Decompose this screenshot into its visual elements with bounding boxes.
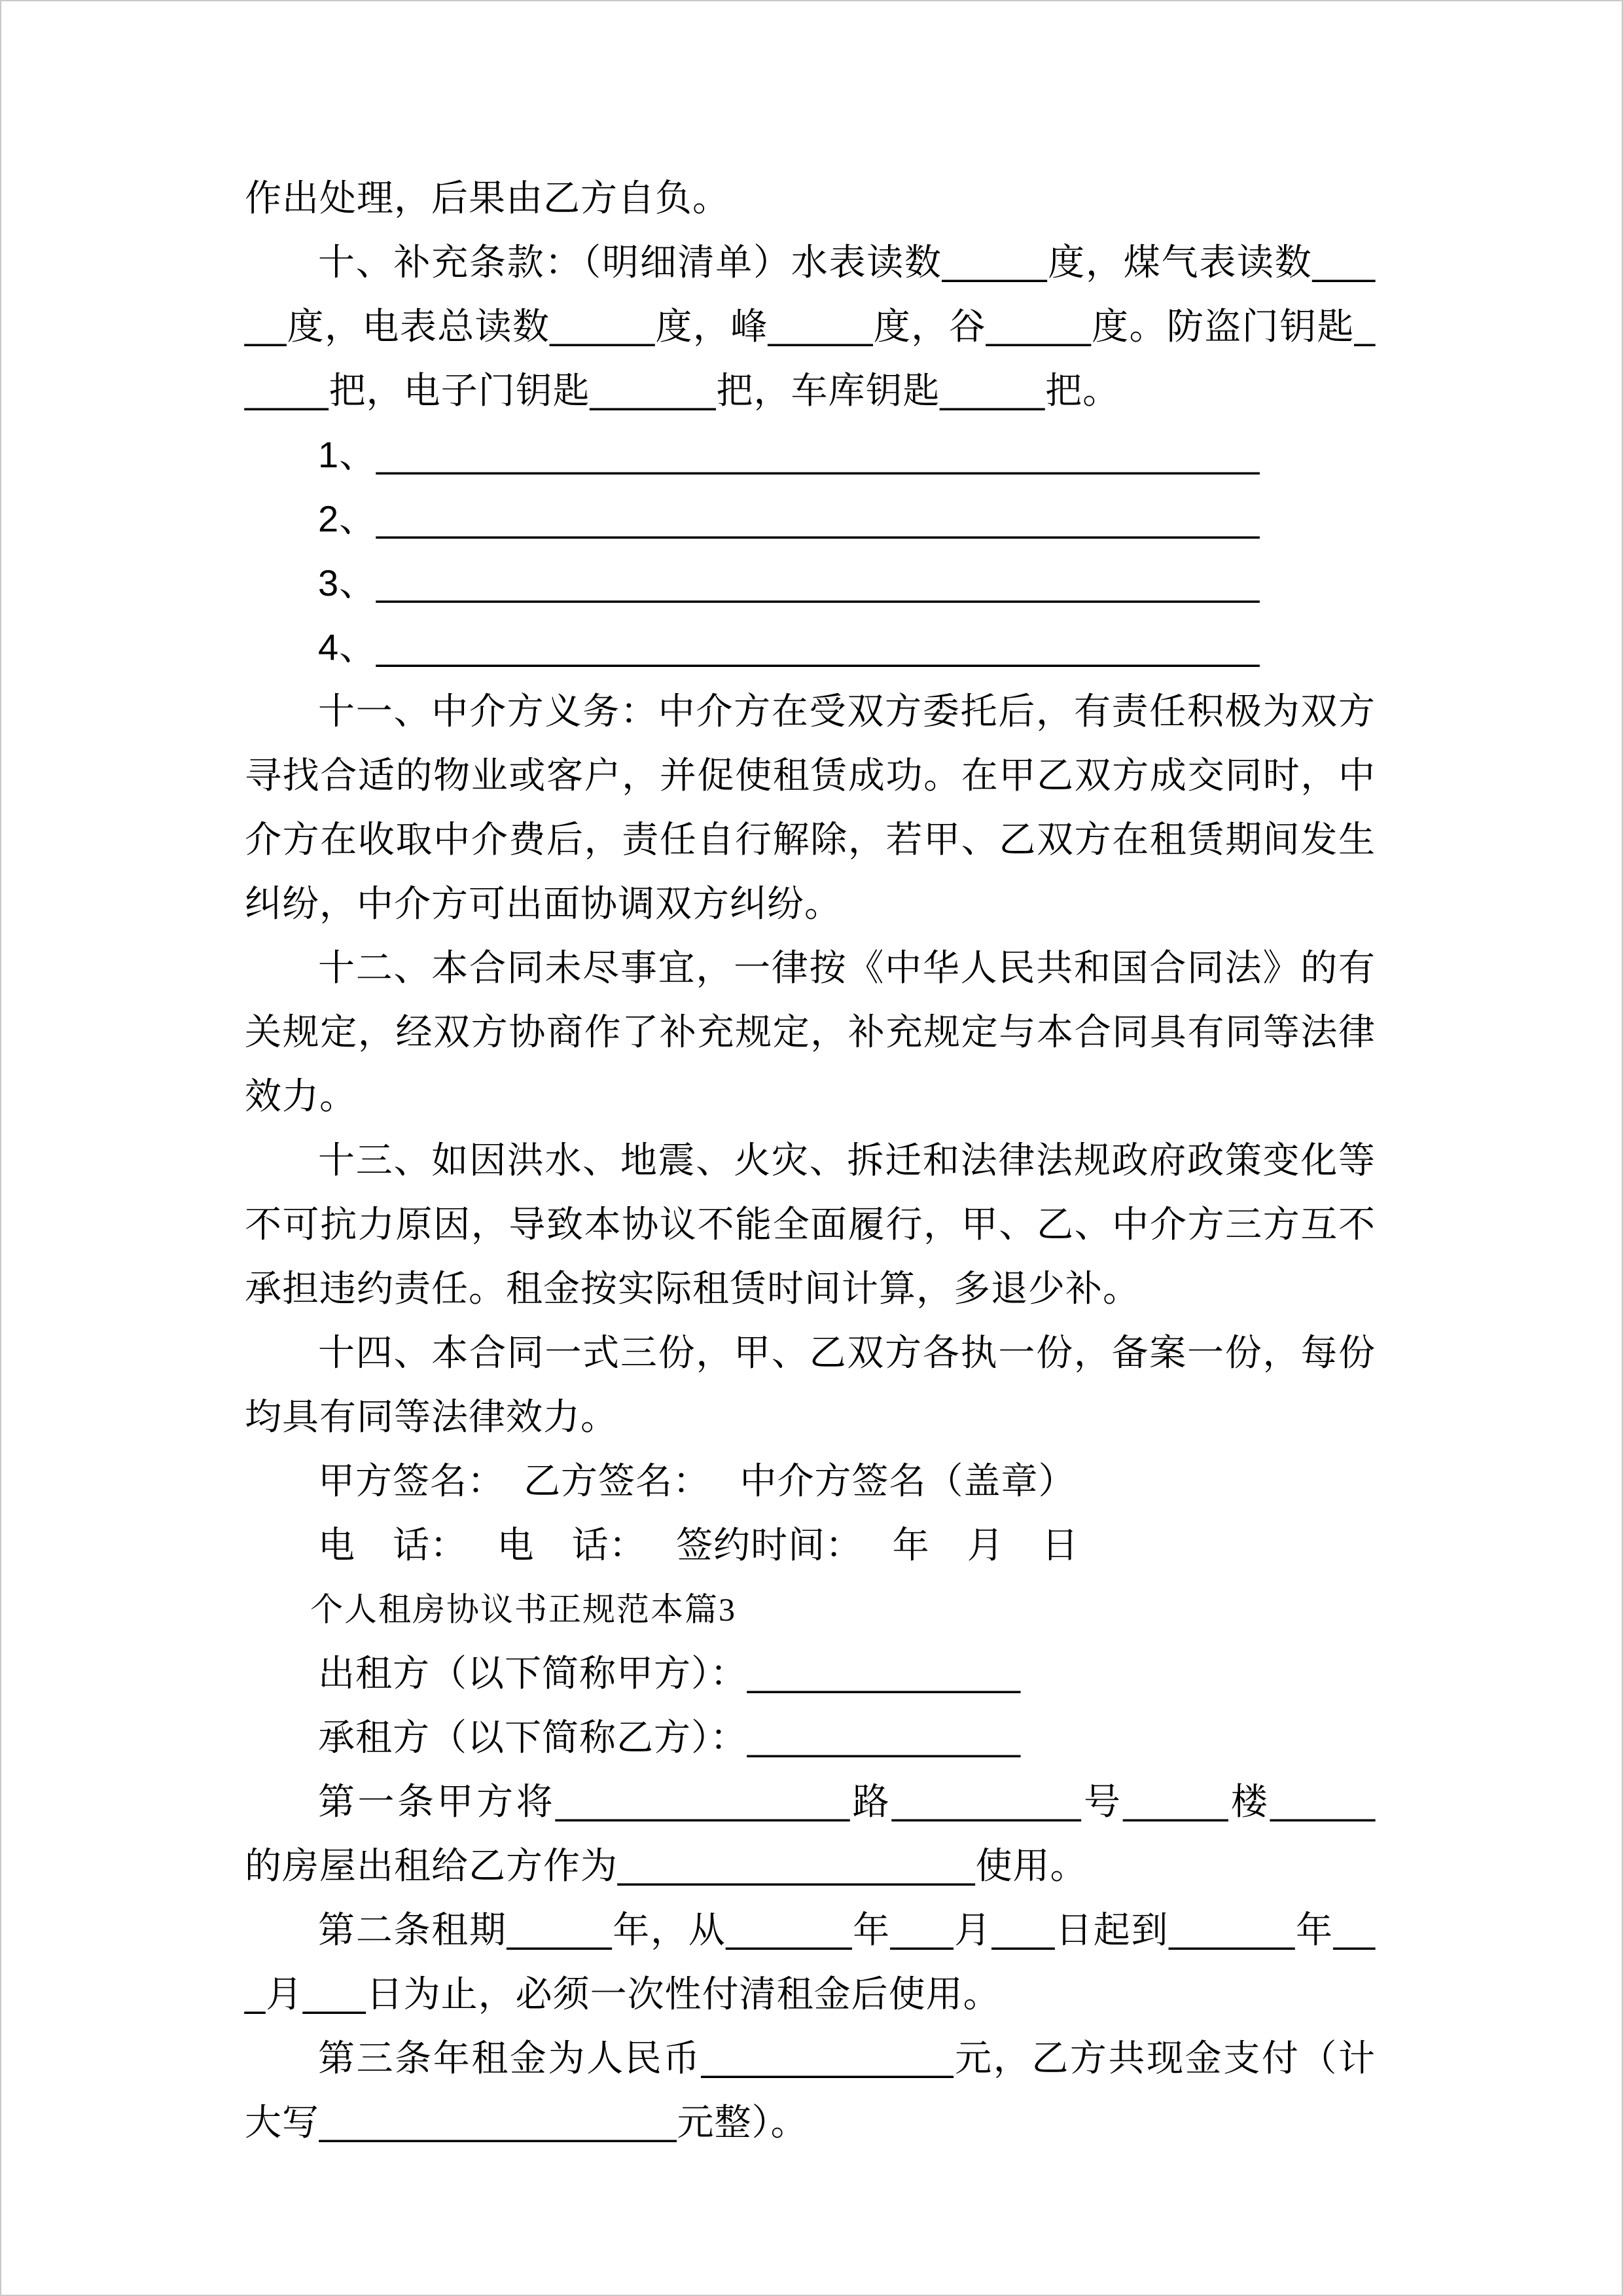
paragraph-blank-item-1: 1、__________________________________________ [318,434,1260,475]
paragraph-article-3: 第三条年租金为人民币____________元，乙方共现金支付（计大写_________________元整）。 [245,2037,1376,2143]
paragraph-article-2: 第二条租期_____年，从______年___月___日起到______年___月___日为止，必须一次性付清租金后使用。 [245,1909,1376,2015]
paragraph-lessee-line: 承租方（以下简称乙方）：_____________ [318,1717,1021,1758]
paragraph-lessor-line: 出租方（以下简称甲方）：_____________ [318,1653,1021,1694]
document-body [245,166,1376,2155]
paragraph-clause-9-continuation: 作出处理，后果由乙方自负。 [245,177,730,219]
paragraph-clause-10-supplementary: 十、补充条款：（明细清单）水表读数_____度，煤气表读数_____度，电表总读数_____度，峰_____度，谷_____度。防盗门钥匙_____把，电子门钥匙______把，车库钥匙_____把。 [245,242,1376,411]
paragraph-blank-item-2: 2、__________________________________________ [318,498,1260,539]
paragraph-section-title-3: 个人租房协议书正规范本篇3 [310,1591,736,1628]
paragraph-phone-line: 电 话： 电 话： 签约时间： 年 月 日 [318,1524,1079,1566]
paragraph-clause-12-contract-law: 十二、本合同未尽事宜，一律按《中华人民共和国合同法》的有关规定，经双方协商作了补充规定，补充规定与本合同具有同等法律效力。 [245,947,1376,1117]
paragraph-clause-11-agent-duty: 十一、中介方义务：中介方在受双方委托后，有责任积极为双方寻找合适的物业或客户，并促使租赁成功。在甲乙双方成交同时，中介方在收取中介费后，责任自行解除，若甲、乙双方在租赁期间发生纠纷，中介方可出面协调双方纠纷。 [245,691,1376,924]
paragraph-blank-item-4: 4、__________________________________________ [318,626,1260,668]
paragraph-article-1: 第一条甲方将______________路_________号_____楼_____的房屋出租给乙方作为_________________使用。 [245,1781,1376,1886]
paragraph-clause-14-copies: 十四、本合同一式三份，甲、乙双方各执一份，备案一份，每份均具有同等法律效力。 [245,1332,1376,1437]
paragraph-signature-line: 甲方签名： 乙方签名： 中介方签名（盖章） [318,1460,1076,1501]
paragraph-blank-item-3: 3、__________________________________________ [318,562,1260,603]
paragraph-clause-13-force-majeure: 十三、如因洪水、地震、火灾、拆迁和法律法规政府政策变化等不可抗力原因，导致本协议不能全面履行，甲、乙、中介方三方互不承担违约责任。租金按实际租赁时间计算，多退少补。 [245,1139,1376,1309]
